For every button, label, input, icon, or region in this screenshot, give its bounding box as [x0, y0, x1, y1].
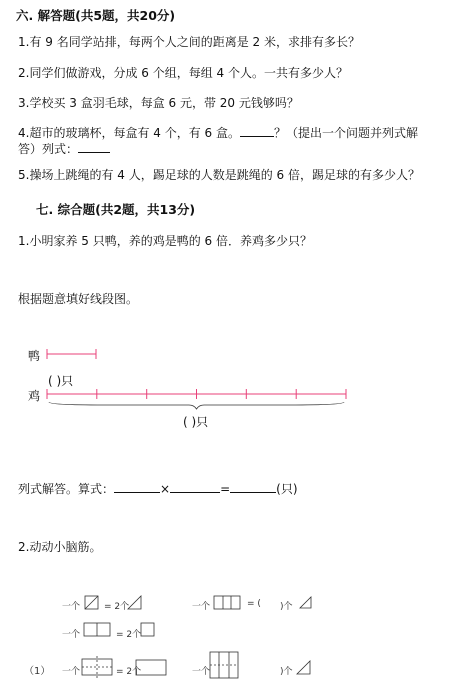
- duck-label: 鸭: [28, 349, 41, 363]
- puzzle-row2-mid: = 2个: [116, 630, 142, 640]
- dashed-rectangle-icon: [80, 655, 114, 679]
- puzzle-row2-prefix: 一个: [62, 630, 81, 640]
- split-rectangle-icon: [82, 621, 112, 639]
- small-triangle-icon: [296, 660, 312, 676]
- question-6-3: 3.学校买 3 盒羽毛球，每盒 6 元，带 20 元钱够吗？: [18, 96, 299, 110]
- question-6-2: 2.同学们做游戏，分成 6 个组，每组 4 个人。一共有多少人？: [18, 66, 348, 80]
- equation-prefix: 列式解答。算式：: [18, 482, 115, 496]
- chicken-count-blank[interactable]: ( )只: [183, 415, 209, 429]
- puzzle-right1-end: )个: [280, 602, 293, 612]
- rectangle-icon: [134, 658, 168, 678]
- unit-label: (只): [276, 482, 298, 496]
- grid-square-icon: [208, 650, 242, 680]
- question-7-2: 2.动动小脑筋。: [18, 540, 102, 554]
- puzzle-item-label: （1）: [24, 666, 51, 677]
- equals-sign: =: [220, 482, 231, 496]
- puzzle-right2-prefix: 一个: [192, 667, 211, 677]
- square-icon: [139, 621, 157, 639]
- puzzle-row3-mid: = 2个: [116, 667, 142, 677]
- puzzle-right1-mid: = (: [247, 599, 261, 609]
- puzzle-right1-prefix: 一个: [192, 602, 211, 612]
- triangle-icon: [126, 594, 144, 612]
- question-6-5: 5.操场上跳绳的有 4 人，踢足球的人数是跳绳的 6 倍，踢足球的有多少人？: [18, 168, 420, 182]
- puzzle-row1-mid: = 2个: [104, 602, 130, 612]
- question-6-4-formula-label: 答）列式：: [18, 142, 79, 156]
- times-sign: ×: [160, 482, 171, 496]
- section7-title: 七. 综合题(共2题，共13分): [36, 202, 196, 217]
- diagram-instruction: 根据题意填好线段图。: [18, 292, 139, 306]
- puzzle-right2-end: )个: [280, 667, 293, 677]
- duck-count-blank[interactable]: ( )只: [48, 374, 74, 388]
- question-7-1: 1.小明家养 5 只鸭，养的鸡是鸭的 6 倍．养鸡多少只？: [18, 234, 312, 248]
- chicken-label: 鸡: [28, 389, 41, 403]
- small-triangle-icon: [299, 596, 313, 610]
- split-rectangle-icon: [212, 594, 242, 612]
- question-6-4-text-cont: ？（提出一个问题并列式解: [273, 126, 418, 140]
- section6-title: 六. 解答题(共5题，共20分): [16, 8, 176, 23]
- question-6-1: 1.有 9 名同学站排，每两个人之间的距离是 2 米，求排有多长？: [18, 35, 360, 49]
- square-diagonal-icon: [83, 594, 101, 612]
- puzzle-row1-prefix: 一个: [62, 602, 81, 612]
- puzzle-row3-prefix: 一个: [62, 667, 81, 677]
- question-6-4-text: 4.超市的玻璃杯，每盒有 4 个，有 6 盒。: [18, 126, 240, 140]
